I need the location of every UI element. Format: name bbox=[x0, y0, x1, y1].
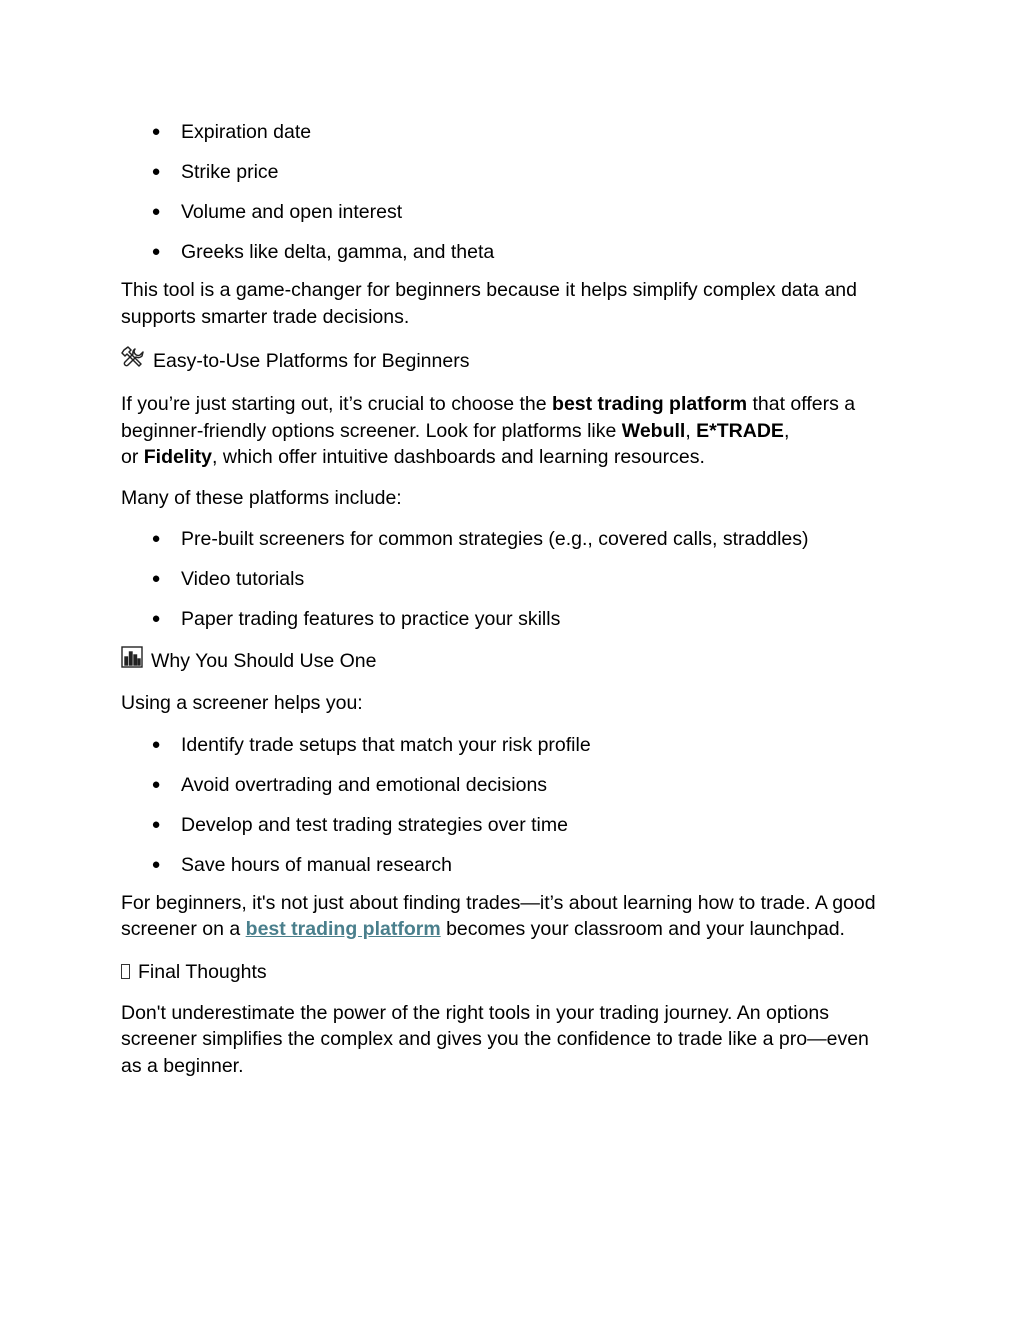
bullet-icon: ● bbox=[151, 775, 161, 793]
paragraph-line: screener simplifies the complex and gives you the confidence to trade like a pro—even bbox=[121, 1028, 869, 1050]
text-run: , which offer intuitive dashboards and learning resources. bbox=[212, 446, 705, 468]
list-item bbox=[121, 238, 911, 278]
list-item-text: Save hours of manual research bbox=[181, 853, 452, 876]
text-run: that offers a bbox=[747, 393, 856, 415]
paragraph bbox=[121, 1000, 911, 1080]
heading-text: Easy-to-Use Platforms for Beginners bbox=[153, 350, 470, 372]
bar-chart-icon bbox=[121, 646, 143, 676]
bold-text: Fidelity bbox=[143, 446, 213, 468]
heading-text: Why You Should Use One bbox=[151, 650, 377, 672]
bullet-icon: ● bbox=[151, 203, 161, 220]
text-run: or bbox=[121, 446, 144, 468]
list-item bbox=[121, 605, 911, 645]
text-run: , bbox=[783, 419, 790, 442]
bullet-icon: ● bbox=[151, 163, 161, 180]
list-item-text: Expiration date bbox=[181, 121, 312, 143]
paragraph-line: This tool is a game-changer for beginners because it helps simplify complex data and bbox=[121, 279, 857, 301]
list-item bbox=[121, 158, 911, 198]
paragraph bbox=[121, 890, 911, 943]
paragraph-line: supports smarter trade decisions. bbox=[121, 305, 410, 328]
text-run: beginner-friendly options screener. Look for platforms like bbox=[121, 419, 622, 442]
bullet-icon: ● bbox=[151, 735, 161, 753]
paragraph: Many of these platforms include: bbox=[121, 486, 402, 509]
list-item-text: Paper trading features to practice your skills bbox=[181, 608, 561, 630]
screener-benefits-list bbox=[121, 731, 911, 891]
list-item-text: Identify trade setups that match your risk profile bbox=[181, 733, 591, 756]
list-item bbox=[121, 811, 911, 851]
list-item bbox=[121, 198, 911, 238]
paragraph-line: as a beginner. bbox=[121, 1054, 244, 1077]
list-item bbox=[121, 525, 911, 565]
section-heading bbox=[121, 345, 911, 377]
list-item-text: Avoid overtrading and emotional decisions bbox=[181, 773, 548, 796]
paragraph: Using a screener helps you: bbox=[121, 692, 363, 714]
paragraph-line: Don't underestimate the power of the right tools in your trading journey. An options bbox=[121, 1001, 829, 1024]
bullet-icon: ● bbox=[151, 610, 161, 627]
missing-glyph-icon bbox=[121, 964, 130, 979]
bullet-icon: ● bbox=[151, 123, 161, 140]
text-run: becomes your classroom and your launchpad. bbox=[440, 918, 845, 940]
tools-icon bbox=[121, 345, 145, 377]
list-item bbox=[121, 731, 911, 771]
list-item-text: Video tutorials bbox=[181, 568, 305, 590]
best-trading-platform-link[interactable]: best trading platform bbox=[245, 918, 441, 940]
paragraph bbox=[121, 277, 911, 330]
text-run: If you’re just starting out, it’s crucial to choose the bbox=[121, 393, 553, 415]
section-heading bbox=[121, 646, 911, 676]
bold-text: best trading platform bbox=[552, 393, 748, 415]
bullet-icon: ● bbox=[151, 815, 161, 833]
list-item bbox=[121, 565, 911, 605]
bold-text: E*TRADE bbox=[696, 419, 784, 442]
bullet-icon: ● bbox=[151, 530, 161, 547]
list-item-text: Develop and test trading strategies over time bbox=[181, 813, 568, 836]
list-item-text: Strike price bbox=[181, 161, 279, 183]
document-page bbox=[121, 118, 911, 1079]
option-data-list bbox=[121, 118, 911, 278]
paragraph-line: For beginners, it's not just about finding trades—it’s about learning how to trade. A good bbox=[121, 891, 876, 914]
bold-text: Webull bbox=[621, 419, 686, 442]
section-heading bbox=[121, 958, 911, 986]
list-item bbox=[121, 118, 911, 158]
bullet-icon: ● bbox=[151, 855, 161, 873]
text-run: , bbox=[685, 419, 697, 442]
text-run: screener on a bbox=[121, 918, 246, 940]
list-item bbox=[121, 851, 911, 891]
bullet-icon: ● bbox=[151, 570, 161, 587]
heading-text: Final Thoughts bbox=[138, 960, 267, 983]
platform-features-list bbox=[121, 525, 911, 645]
list-item-text: Volume and open interest bbox=[181, 201, 403, 223]
bullet-icon: ● bbox=[151, 243, 161, 260]
list-item-text: Greeks like delta, gamma, and theta bbox=[181, 241, 495, 263]
list-item bbox=[121, 771, 911, 811]
paragraph bbox=[121, 391, 911, 471]
list-item-text: Pre-built screeners for common strategies (e.g., covered calls, straddles) bbox=[181, 528, 809, 550]
